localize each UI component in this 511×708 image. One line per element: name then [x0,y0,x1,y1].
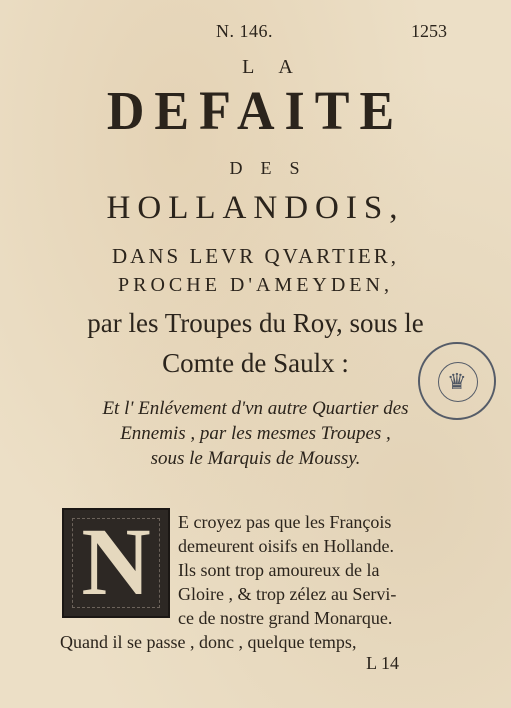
body-line-5: ce de nostre grand Monarque. [178,608,393,628]
body-line-1: E croyez pas que les François [178,512,392,532]
title-line-3: DES [229,158,318,178]
title-line-1: LA [242,56,317,78]
body-line-6: Quand il se passe , donc , quelque temps, [60,632,357,652]
body-line-2: demeurent oisifs en Hollande. [178,536,394,556]
subtitle-line-1: Et l' Enlévement d'vn autre Quartier des [102,398,409,419]
page-number: 1253 [411,21,447,41]
issue-number: N. 146. [216,21,273,41]
catchword: L 14 [366,653,399,673]
drop-cap-ornament [62,508,170,618]
drop-cap-letter: N [81,508,151,615]
body-line-3: Ils sont trop amoureux de la [178,560,380,580]
title-line-4: HOLLANDOIS, [106,190,405,226]
title-line-5: DANS LEVR QVARTIER, [112,244,399,268]
subtitle-line-3: sous le Marquis de Moussy. [150,448,361,469]
title-line-8: Comte de Saulx : [162,348,349,378]
title-main: DEFAITE [106,81,405,142]
title-line-6: PROCHE D'AMEYDEN, [118,274,393,296]
subtitle-line-2: Ennemis , par les mesmes Troupes , [120,423,391,444]
body-line-4: Gloire , & trop zélez au Servi- [178,584,397,604]
title-line-7: par les Troupes du Roy, sous le [87,308,424,338]
lion-emblem-icon: ♛ [447,369,467,394]
library-stamp [418,342,496,420]
